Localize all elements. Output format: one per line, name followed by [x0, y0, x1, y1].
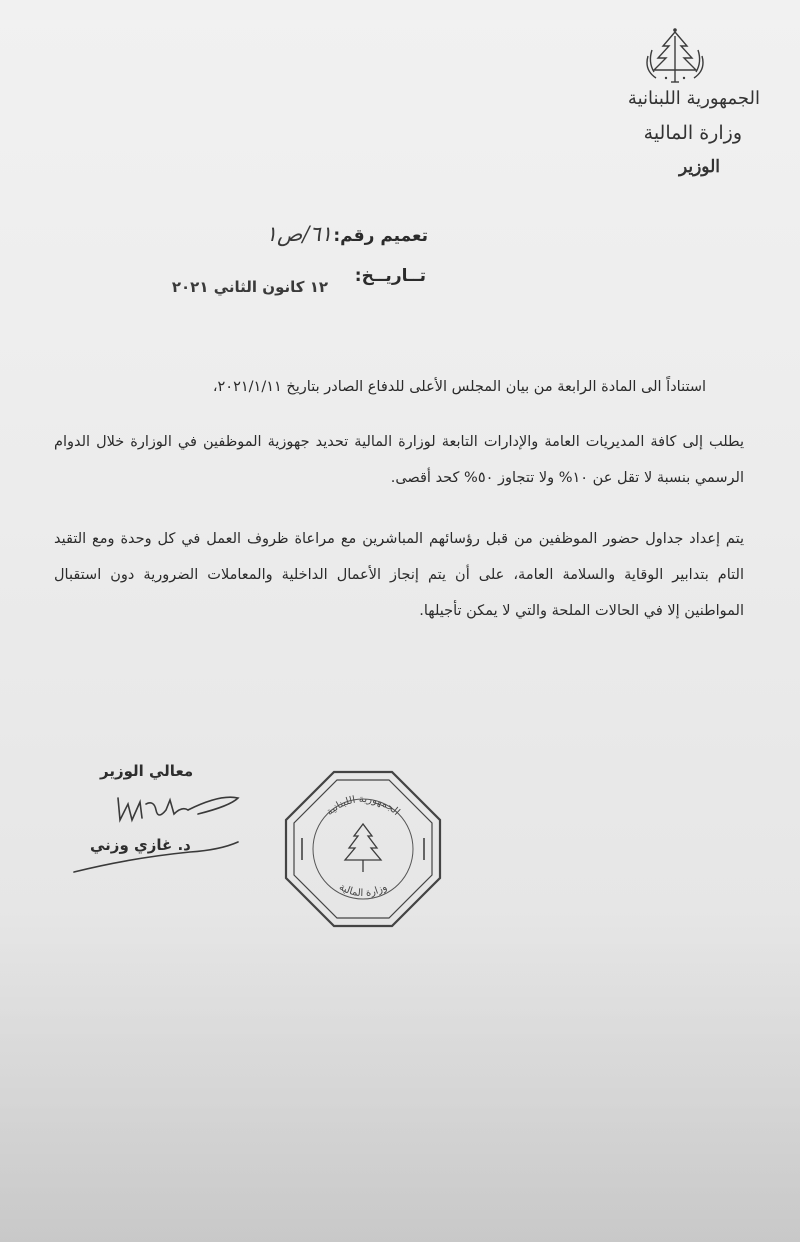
- date-label: تــاريــخ:: [354, 266, 426, 286]
- signatory-name: د. غازي وزني: [90, 836, 191, 854]
- svg-text:الجمهورية اللبنانية: [324, 794, 401, 818]
- circular-number-value: ٦١/ص١: [265, 222, 332, 246]
- ministry-title: وزارة المالية: [643, 122, 742, 144]
- date-value: ١٢ كانون الثاني ٢٠٢١: [171, 278, 328, 296]
- circular-number-label: تعميم رقم:: [333, 226, 428, 246]
- paragraph-2: يطلب إلى كافة المديريات العامة والإدارات التابعة لوزارة المالية تحديد جهوزية الموظفين في الوزارة خلال الدوام الرسمي بنسبة لا تقل عن ١٠% ولا تتجاوز ٥٠% كحد أقصى.: [54, 434, 744, 486]
- seal-bottom-text: وزارة المالية: [336, 881, 390, 900]
- handwritten-signature-icon: [70, 780, 250, 880]
- signature-title: معالي الوزير: [100, 762, 194, 780]
- paragraph-3: يتم إعداد جداول حضور الموظفين من قبل رؤسائهم المباشرين مع مراعاة ظروف العمل في كل وحدة ومع التقيد التام بتدابير الوقاية والسلامة العامة، على أن يتم إنجاز الأعمال الداخلية والمعاملات الضرورية دون استقبال المواطنين إلا في الحالات الملحة والتي لا يمكن تأجيلها.: [54, 531, 744, 619]
- republic-title: الجمهورية اللبنانية: [627, 88, 760, 109]
- page-shadow: [0, 900, 800, 1242]
- svg-text:وزارة المالية: [337, 882, 389, 899]
- lebanese-cedar-icon: [644, 26, 706, 90]
- ministry-seal-icon: [282, 768, 444, 930]
- paragraph-1: استناداً الى المادة الرابعة من بيان المجلس الأعلى للدفاع الصادر بتاريخ ٢٠٢١/١/١١،: [212, 379, 706, 395]
- office-title: الوزير: [678, 157, 720, 177]
- seal-top-text: الجمهورية اللبنانية: [324, 793, 402, 818]
